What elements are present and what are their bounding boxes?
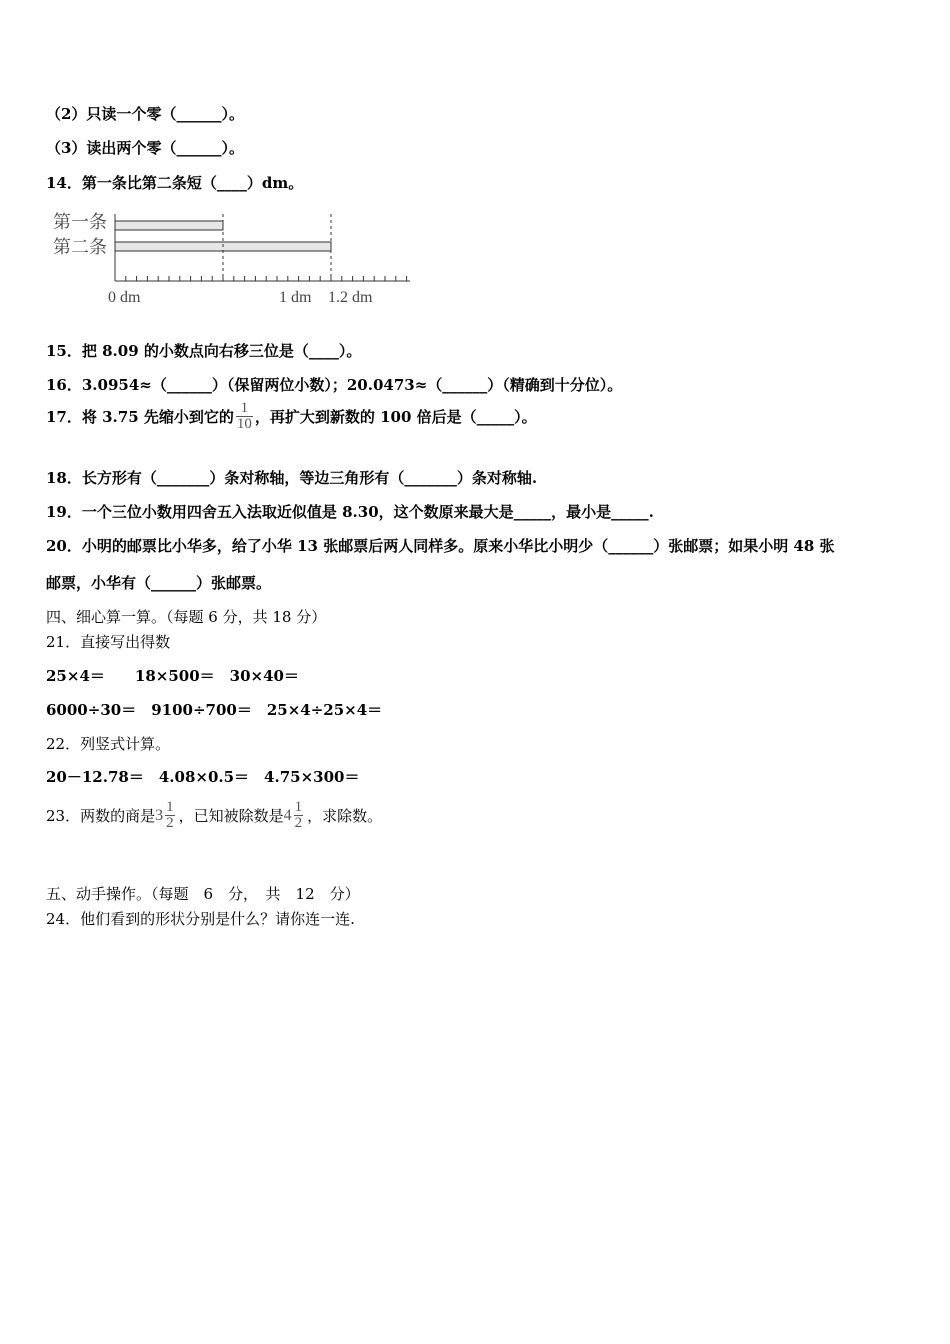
bar-length-diagram: [50, 208, 420, 308]
tick-label-1: 1 dm: [279, 289, 312, 306]
q21-row2: 6000÷30＝ 9100÷700＝ 25×4÷25×4＝: [46, 701, 383, 719]
q13-part2: （2）只读一个零（______）。: [46, 105, 244, 123]
q16: 16．3.0954≈（______）（保留两位小数）；20.0473≈（______）（精确到十分位）。: [46, 376, 623, 394]
q20-line2: 邮票，小华有（______）张邮票。: [46, 574, 272, 592]
q22-row: 20－12.78＝ 4.08×0.5＝ 4.75×300＝: [46, 768, 360, 786]
fraction-one-tenth: [236, 401, 253, 432]
q23-text-post: ，求除数。: [307, 807, 383, 825]
q13-part3: （3）读出两个零（______）。: [46, 139, 244, 157]
q21-row1: 25×4＝ 18×500＝ 30×40＝: [46, 667, 299, 685]
section-4-heading: 四、细心算一算。（每题 6 分，共 18 分）: [46, 608, 327, 626]
q15: 15．把 8.09 的小数点向右移三位是（____）。: [46, 342, 362, 360]
mixed-number-3-1-2: [155, 800, 177, 831]
fraction-numerator: 1: [166, 799, 174, 815]
fraction-denominator: 2: [166, 815, 174, 831]
mixed-fraction: [294, 800, 304, 831]
q23-text-pre: 23．两数的商是: [46, 807, 156, 825]
q21: 21．直接写出得数: [46, 633, 171, 651]
bar1-label: 第一条: [53, 212, 107, 232]
bar-first: [115, 221, 223, 230]
ruler-ticks: [115, 274, 407, 281]
q20-line1: 20．小明的邮票比小华多，给了小华 13 张邮票后两人同样多。原来小华比小明少（______）张邮票；如果小明 48 张: [46, 537, 835, 555]
mixed-fraction: [165, 800, 175, 831]
mixed-whole: 3: [155, 806, 164, 824]
q23: [46, 800, 382, 831]
q18: 18．长方形有（_______）条对称轴，等边三角形有（_______）条对称轴.: [46, 469, 538, 487]
fraction-numerator: 1: [294, 799, 303, 815]
mixed-number-4-1-2: [284, 800, 306, 831]
q24: 24．他们看到的形状分别是什么？请你连一连.: [46, 910, 355, 928]
bar2-label: 第二条: [53, 237, 107, 257]
fraction-denominator: 2: [294, 815, 303, 831]
fraction-denominator: 10: [236, 416, 252, 432]
q23-text-mid: ，已知被除数是: [178, 807, 284, 825]
tick-label-0: 0 dm: [108, 289, 141, 306]
section-5-heading: 五、动手操作。（每题 6 分， 共 12 分）: [46, 885, 360, 903]
fraction-numerator: 1: [236, 401, 253, 417]
tick-label-1-2: 1.2 dm: [328, 289, 373, 306]
q14: 14．第一条比第二条短（____）dm。: [46, 174, 304, 192]
q17-text-pre: 17．将 3.75 先缩小到它的: [46, 408, 234, 426]
q17: [46, 401, 537, 432]
q22: 22．列竖式计算。: [46, 735, 171, 753]
q19: 19．一个三位小数用四舍五入法取近似值是 8.30，这个数原来最大是_____，最小是_____.: [46, 503, 654, 521]
q17-text-post: ，再扩大到新数的 100 倍后是（_____）。: [254, 408, 537, 426]
mixed-whole: 4: [283, 806, 292, 824]
